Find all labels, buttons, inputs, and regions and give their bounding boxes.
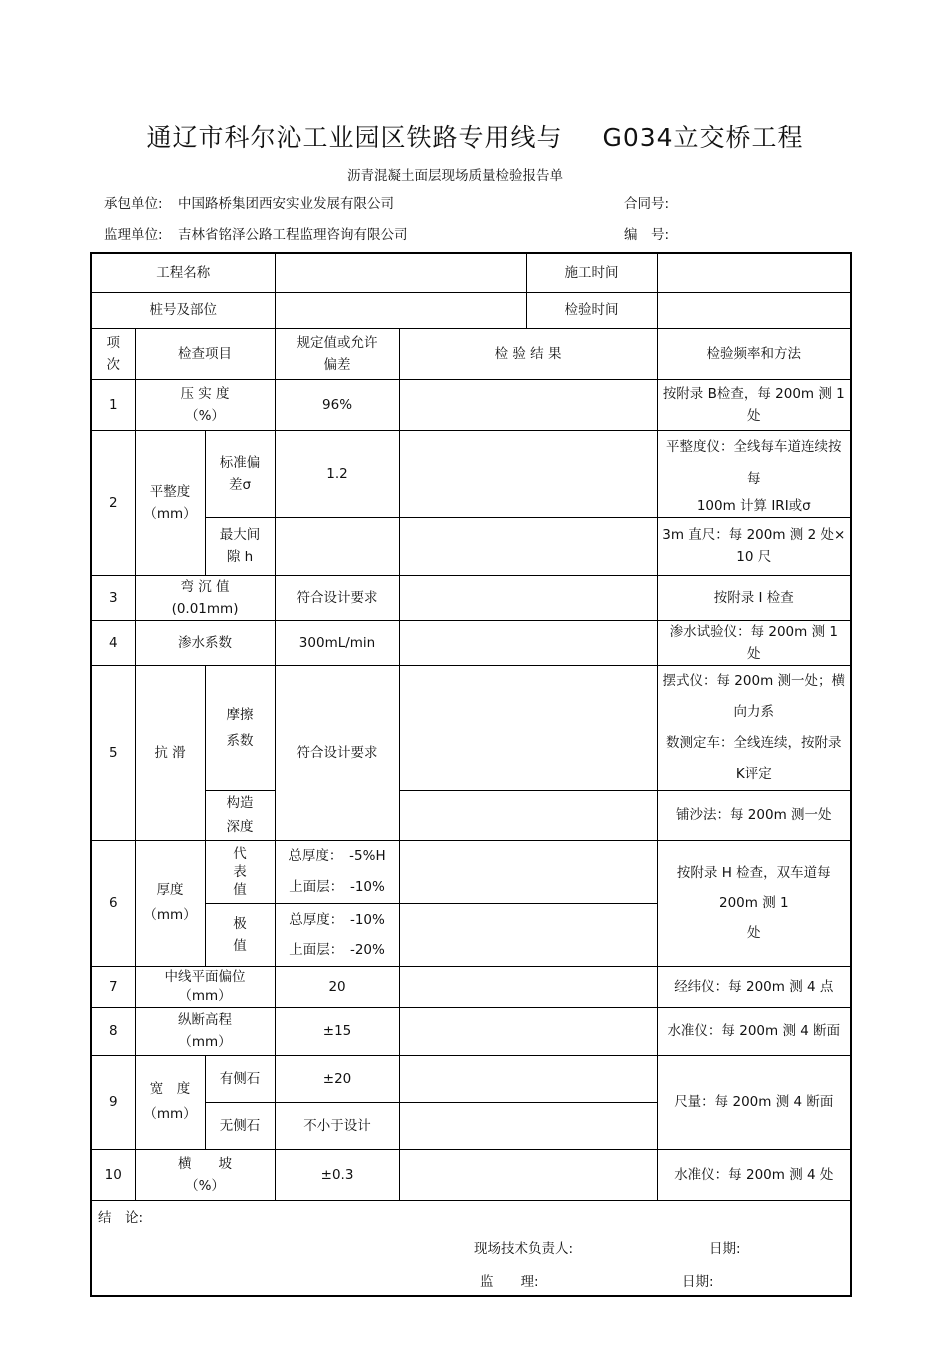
row-9-item-line1: 宽 度 <box>149 1081 191 1097</box>
row-10-result[interactable] <box>399 1149 657 1200</box>
table-row <box>91 620 851 665</box>
row-9-method: 尺量：每 200m 测 4 断面 <box>657 1055 851 1149</box>
row-2-method-1 <box>657 430 851 517</box>
row-2-item-line1: 平整度 <box>149 483 191 500</box>
row-4-method: 渗水试验仪：每 200m 测 1 处 <box>657 620 851 665</box>
row-1-no: 1 <box>91 379 135 430</box>
row-8-spec: ±15 <box>275 1007 399 1055</box>
col-method: 检验频率和方法 <box>657 328 851 379</box>
table-row <box>91 665 851 790</box>
table-row <box>91 1149 851 1200</box>
col-item-no-line1: 项 <box>106 334 120 351</box>
row-6-spec-1-line1: 总厚度： -5%H <box>288 847 386 864</box>
construction-time-value[interactable] <box>657 253 851 292</box>
row-2-sub-2-line2: 隙 h <box>226 549 254 565</box>
row-8-result[interactable] <box>399 1007 657 1055</box>
row-6-no: 6 <box>91 840 135 966</box>
col-spec <box>275 328 399 379</box>
station-value[interactable] <box>275 292 526 328</box>
row-5-method-1 <box>657 665 851 790</box>
row-6-sub-2 <box>205 903 275 966</box>
row-3-spec: 符合设计要求 <box>275 575 399 620</box>
row-3-item-line2: (0.01mm) <box>171 600 239 617</box>
row-5-method-1-line1: 摆式仪：每 200m 测一处；横向力系 <box>662 672 846 720</box>
row-10-no: 10 <box>91 1149 135 1200</box>
row-6-item-line2: （mm） <box>143 907 197 923</box>
supervisor-value: 吉林省铭泽公路工程监理咨询有限公司 <box>178 227 408 243</box>
row-8-item-line2: （mm） <box>178 1034 232 1050</box>
row-7-item-line1: 中线平面偏位 <box>164 968 246 985</box>
row-9-item <box>135 1055 205 1149</box>
table-row <box>91 575 851 620</box>
row-1-item <box>135 379 275 430</box>
col-result: 检 验 结 果 <box>399 328 657 379</box>
row-3-no: 3 <box>91 575 135 620</box>
row-1-spec: 96% <box>275 379 399 430</box>
row-4-result[interactable] <box>399 620 657 665</box>
row-10-spec: ±0.3 <box>275 1149 399 1200</box>
table-row <box>91 1055 851 1102</box>
row-6-item <box>135 840 205 966</box>
title-part-2: G034立交桥工程 <box>602 123 804 152</box>
row-6-method-line1: 按附录 H 检查，双车道每 200m 测 1 <box>676 865 831 911</box>
contractor-value: 中国路桥集团西安实业发展有限公司 <box>178 196 394 212</box>
row-6-sub-1-line2: 表 <box>233 863 247 880</box>
document-title <box>0 118 950 154</box>
row-5-sub-2 <box>205 790 275 840</box>
col-spec-line1: 规定值或允许 <box>296 334 378 351</box>
document-subtitle: 沥青混凝土面层现场质量检验报告单 <box>347 168 563 184</box>
row-2-item-line2: （mm） <box>143 505 197 522</box>
row-6-sub-1-line3: 值 <box>233 881 247 898</box>
row-3-item-line1: 弯 沉 值 <box>180 578 230 595</box>
row-2-sub-2 <box>205 517 275 575</box>
row-9-result-2[interactable] <box>399 1102 657 1149</box>
row-5-method-2: 铺沙法：每 200m 测一处 <box>657 790 851 840</box>
row-10-item-line2: （%） <box>185 1177 225 1194</box>
table-row <box>91 517 851 575</box>
row-2-sub-1 <box>205 430 275 517</box>
row-8-item <box>135 1007 275 1055</box>
row-6-method <box>657 840 851 966</box>
row-8-no: 8 <box>91 1007 135 1055</box>
station-label: 桩号及部位 <box>91 292 275 328</box>
row-6-item-line1: 厚度 <box>156 882 184 898</box>
row-1-result[interactable] <box>399 379 657 430</box>
row-1-item-line1: 压 实 度 <box>180 385 230 402</box>
construction-time-label: 施工时间 <box>526 253 657 292</box>
row-7-item <box>135 966 275 1007</box>
row-9-no: 9 <box>91 1055 135 1149</box>
row-7-spec: 20 <box>275 966 399 1007</box>
row-8-item-line1: 纵断高程 <box>178 1012 233 1028</box>
col-item-no-line2: 次 <box>106 356 120 373</box>
row-6-sub-1-line1: 代 <box>233 845 247 862</box>
row-2-method-1-line2: 100m 计算 IRI或σ <box>696 497 811 514</box>
row-2-sub-1-line2: 差σ <box>228 476 252 493</box>
title-part-1: 通辽市科尔沁工业园区铁路专用线与 <box>146 123 563 152</box>
table-row <box>91 1007 851 1055</box>
table-row <box>91 966 851 1007</box>
row-3-result[interactable] <box>399 575 657 620</box>
row-5-item: 抗 滑 <box>135 665 205 840</box>
row-10-item <box>135 1149 275 1200</box>
row-7-item-line2: （mm） <box>178 987 232 1004</box>
row-2-method-1-line1: 平整度仪：全线每车道连续按每 <box>666 438 842 487</box>
row-2-spec-1: 1.2 <box>275 430 399 517</box>
row-2-result-2[interactable] <box>399 517 657 575</box>
row-4-item: 渗水系数 <box>135 620 275 665</box>
table-row <box>91 840 851 903</box>
row-4-spec: 300mL/min <box>275 620 399 665</box>
inspection-time-label: 检验时间 <box>526 292 657 328</box>
table-row <box>91 790 851 840</box>
row-5-sub-1-line2: 系数 <box>226 732 254 749</box>
row-7-method: 经纬仪：每 200m 测 4 点 <box>657 966 851 1007</box>
row-5-no: 5 <box>91 665 135 840</box>
row-2-item <box>135 430 205 575</box>
tech-lead-label: 现场技术负责人: <box>474 1241 574 1257</box>
row-5-sub-2-line1: 构造 <box>226 795 254 811</box>
row-9-spec-2: 不小于设计 <box>275 1102 399 1149</box>
inspection-time-value[interactable] <box>657 292 851 328</box>
row-2-result-1[interactable] <box>399 430 657 517</box>
row-6-result-1[interactable] <box>399 840 657 903</box>
row-6-spec-1-line2: 上面层： -10% <box>289 878 385 895</box>
row-10-method: 水准仪：每 200m 测 4 处 <box>657 1149 851 1200</box>
row-5-method-1-line2: 数测定车：全线连续，按附录 K评定 <box>666 734 842 782</box>
row-5-spec: 符合设计要求 <box>275 665 399 840</box>
row-2-sub-2-line1: 最大间 <box>219 527 261 543</box>
table-row <box>91 430 851 517</box>
row-6-spec-2 <box>275 903 399 966</box>
row-3-method: 按附录 I 检查 <box>657 575 851 620</box>
contract-number-label: 合同号: <box>624 196 670 212</box>
col-spec-line2: 偏差 <box>323 356 351 373</box>
row-9-result-1[interactable] <box>399 1055 657 1102</box>
col-item-no <box>91 328 135 379</box>
row-10-item-line1: 横 坡 <box>178 1155 233 1172</box>
row-6-spec-1 <box>275 840 399 903</box>
row-1-item-line2: （%） <box>185 407 225 424</box>
conclusion-label: 结 论: <box>98 1209 144 1226</box>
info-row-station <box>91 292 851 328</box>
footer-date-label: 日期: <box>709 1241 741 1257</box>
row-2-no: 2 <box>91 430 135 575</box>
inspection-report-table <box>90 252 852 1297</box>
row-5-sub-2-line2: 深度 <box>226 819 254 835</box>
row-6-spec-2-line2: 上面层： -20% <box>289 941 385 958</box>
row-9-spec-1: ±20 <box>275 1055 399 1102</box>
row-5-sub-1 <box>205 665 275 790</box>
document-number-label: 编 号: <box>624 227 670 243</box>
row-6-method-line2: 处 <box>747 925 761 941</box>
row-7-no: 7 <box>91 966 135 1007</box>
row-5-result-1[interactable] <box>399 665 657 790</box>
row-6-spec-2-line1: 总厚度： -10% <box>289 911 385 928</box>
row-3-item <box>135 575 275 620</box>
row-4-no: 4 <box>91 620 135 665</box>
row-6-sub-2-line1: 极 <box>233 915 247 932</box>
conclusion-date-label: 日期: <box>682 1273 714 1290</box>
row-9-sub-2: 无侧石 <box>205 1102 275 1149</box>
row-9-sub-1: 有侧石 <box>205 1055 275 1102</box>
row-6-sub-1 <box>205 840 275 903</box>
row-6-result-2[interactable] <box>399 903 657 966</box>
row-6-sub-2-line2: 值 <box>233 937 247 954</box>
contractor-label: 承包单位: <box>104 196 163 212</box>
supervisor-label: 监理单位: <box>104 227 163 243</box>
table-row <box>91 379 851 430</box>
row-2-sub-1-line1: 标准偏 <box>219 454 261 471</box>
row-1-method: 按附录 B检查，每 200m 测 1 处 <box>657 379 851 430</box>
column-header-row <box>91 328 851 379</box>
supervisor-sign-label: 监 理: <box>480 1273 539 1290</box>
info-row-project <box>91 253 851 292</box>
row-8-method: 水准仪：每 200m 测 4 断面 <box>657 1007 851 1055</box>
row-5-result-2[interactable] <box>399 790 657 840</box>
project-name-value[interactable] <box>275 253 526 292</box>
col-item: 检查项目 <box>135 328 275 379</box>
project-name-label: 工程名称 <box>91 253 275 292</box>
row-7-result[interactable] <box>399 966 657 1007</box>
row-2-spec-2 <box>275 517 399 575</box>
row-2-method-2: 3m 直尺：每 200m 测 2 处× 10 尺 <box>657 517 851 575</box>
row-5-sub-1-line1: 摩擦 <box>226 706 254 723</box>
row-9-item-line2: （mm） <box>143 1106 197 1122</box>
